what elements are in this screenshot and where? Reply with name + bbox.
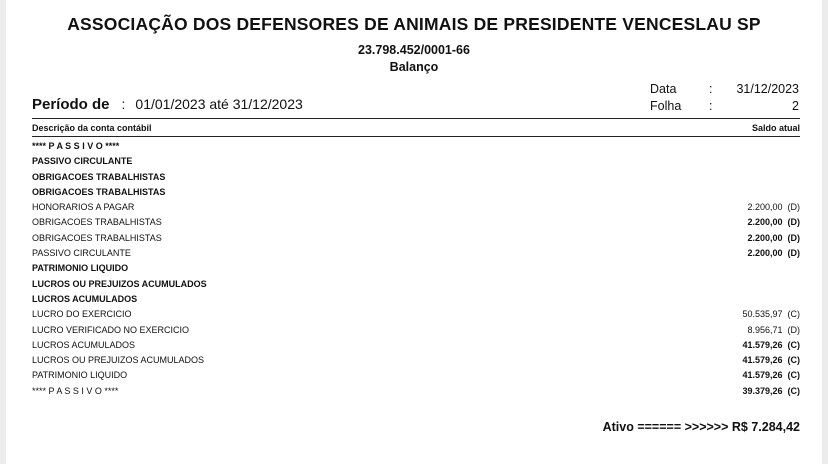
account-description: OBRIGACOES TRABALHISTAS <box>32 171 166 182</box>
date-label: Data <box>650 82 677 96</box>
table-row <box>32 231 800 246</box>
cnpj-number: 23.798.452/0001-66 <box>358 43 470 57</box>
account-description: OBRIGACOES TRABALHISTAS <box>32 186 166 197</box>
account-balance: 39.379,26 (C) <box>742 385 800 396</box>
report-name: Balanço <box>389 60 439 74</box>
account-balance: 41.579,26 (C) <box>742 339 800 350</box>
ativo-total: Ativo ====== >>>>>> R$ 7.284,42 <box>602 420 800 434</box>
header-divider <box>32 118 800 119</box>
period-colon: : <box>121 96 126 112</box>
date-value: 31/12/2023 <box>736 82 799 96</box>
account-description: PASSIVO CIRCULANTE <box>32 156 133 167</box>
table-row <box>32 139 800 154</box>
column-header-description: Descrição da conta contábil <box>32 123 152 133</box>
period-label: Período de <box>32 96 110 113</box>
account-rows <box>32 139 800 399</box>
account-balance: 41.579,26 (C) <box>742 370 800 381</box>
table-row <box>32 307 800 322</box>
account-description: OBRIGACOES TRABALHISTAS <box>32 232 162 243</box>
table-row <box>32 154 800 169</box>
account-description: LUCROS OU PREJUIZOS ACUMULADOS <box>32 355 205 366</box>
table-row <box>32 353 800 368</box>
date-colon: : <box>709 82 713 96</box>
account-description: HONORARIOS A PAGAR <box>32 202 135 213</box>
column-header-divider <box>32 136 800 137</box>
table-row <box>32 200 800 215</box>
account-description: PASSIVO CIRCULANTE <box>32 248 131 259</box>
account-balance: 50.535,97 (C) <box>742 309 800 320</box>
report-page <box>6 0 822 464</box>
table-row <box>32 384 800 399</box>
table-row <box>32 277 800 292</box>
account-description: LUCRO DO EXERCICIO <box>32 309 132 320</box>
account-description: PATRIMONIO LIQUIDO <box>32 370 128 381</box>
column-header-balance: Saldo atual <box>751 123 800 133</box>
account-balance: 2.200,00 (D) <box>747 202 800 213</box>
table-row <box>32 185 800 200</box>
account-description: LUCRO VERIFICADO NO EXERCICIO <box>32 324 190 335</box>
table-row <box>32 246 800 261</box>
account-balance: 2.200,00 (D) <box>747 217 800 228</box>
account-description: LUCROS ACUMULADOS <box>32 293 138 304</box>
table-row <box>32 338 800 353</box>
sheet-label: Folha <box>650 99 682 113</box>
account-balance: 8.956,71 (D) <box>747 324 800 335</box>
period-line <box>32 96 303 113</box>
account-description: LUCROS ACUMULADOS <box>32 339 136 350</box>
account-balance: 2.200,00 (D) <box>747 232 800 243</box>
sheet-colon: : <box>709 99 713 113</box>
table-row <box>32 323 800 338</box>
table-row <box>32 170 800 185</box>
account-balance: 41.579,26 (C) <box>742 355 800 366</box>
account-description: **** P A S S I V O **** <box>32 141 120 151</box>
account-description: **** P A S S I V O **** <box>32 385 119 396</box>
table-row <box>32 215 800 230</box>
table-row <box>32 261 800 276</box>
account-description: PATRIMONIO LIQUIDO <box>32 263 129 274</box>
sheet-value: 2 <box>792 99 799 113</box>
account-description: OBRIGACOES TRABALHISTAS <box>32 217 162 228</box>
account-balance: 2.200,00 (D) <box>747 248 800 259</box>
table-row <box>32 292 800 307</box>
organization-title: ASSOCIAÇÃO DOS DEFENSORES DE ANIMAIS DE PRESIDENTE VENCESLAU SP <box>67 14 761 34</box>
account-description: LUCROS OU PREJUIZOS ACUMULADOS <box>32 278 207 289</box>
table-row <box>32 368 800 383</box>
period-value: 01/01/2023 até 31/12/2023 <box>135 96 303 112</box>
